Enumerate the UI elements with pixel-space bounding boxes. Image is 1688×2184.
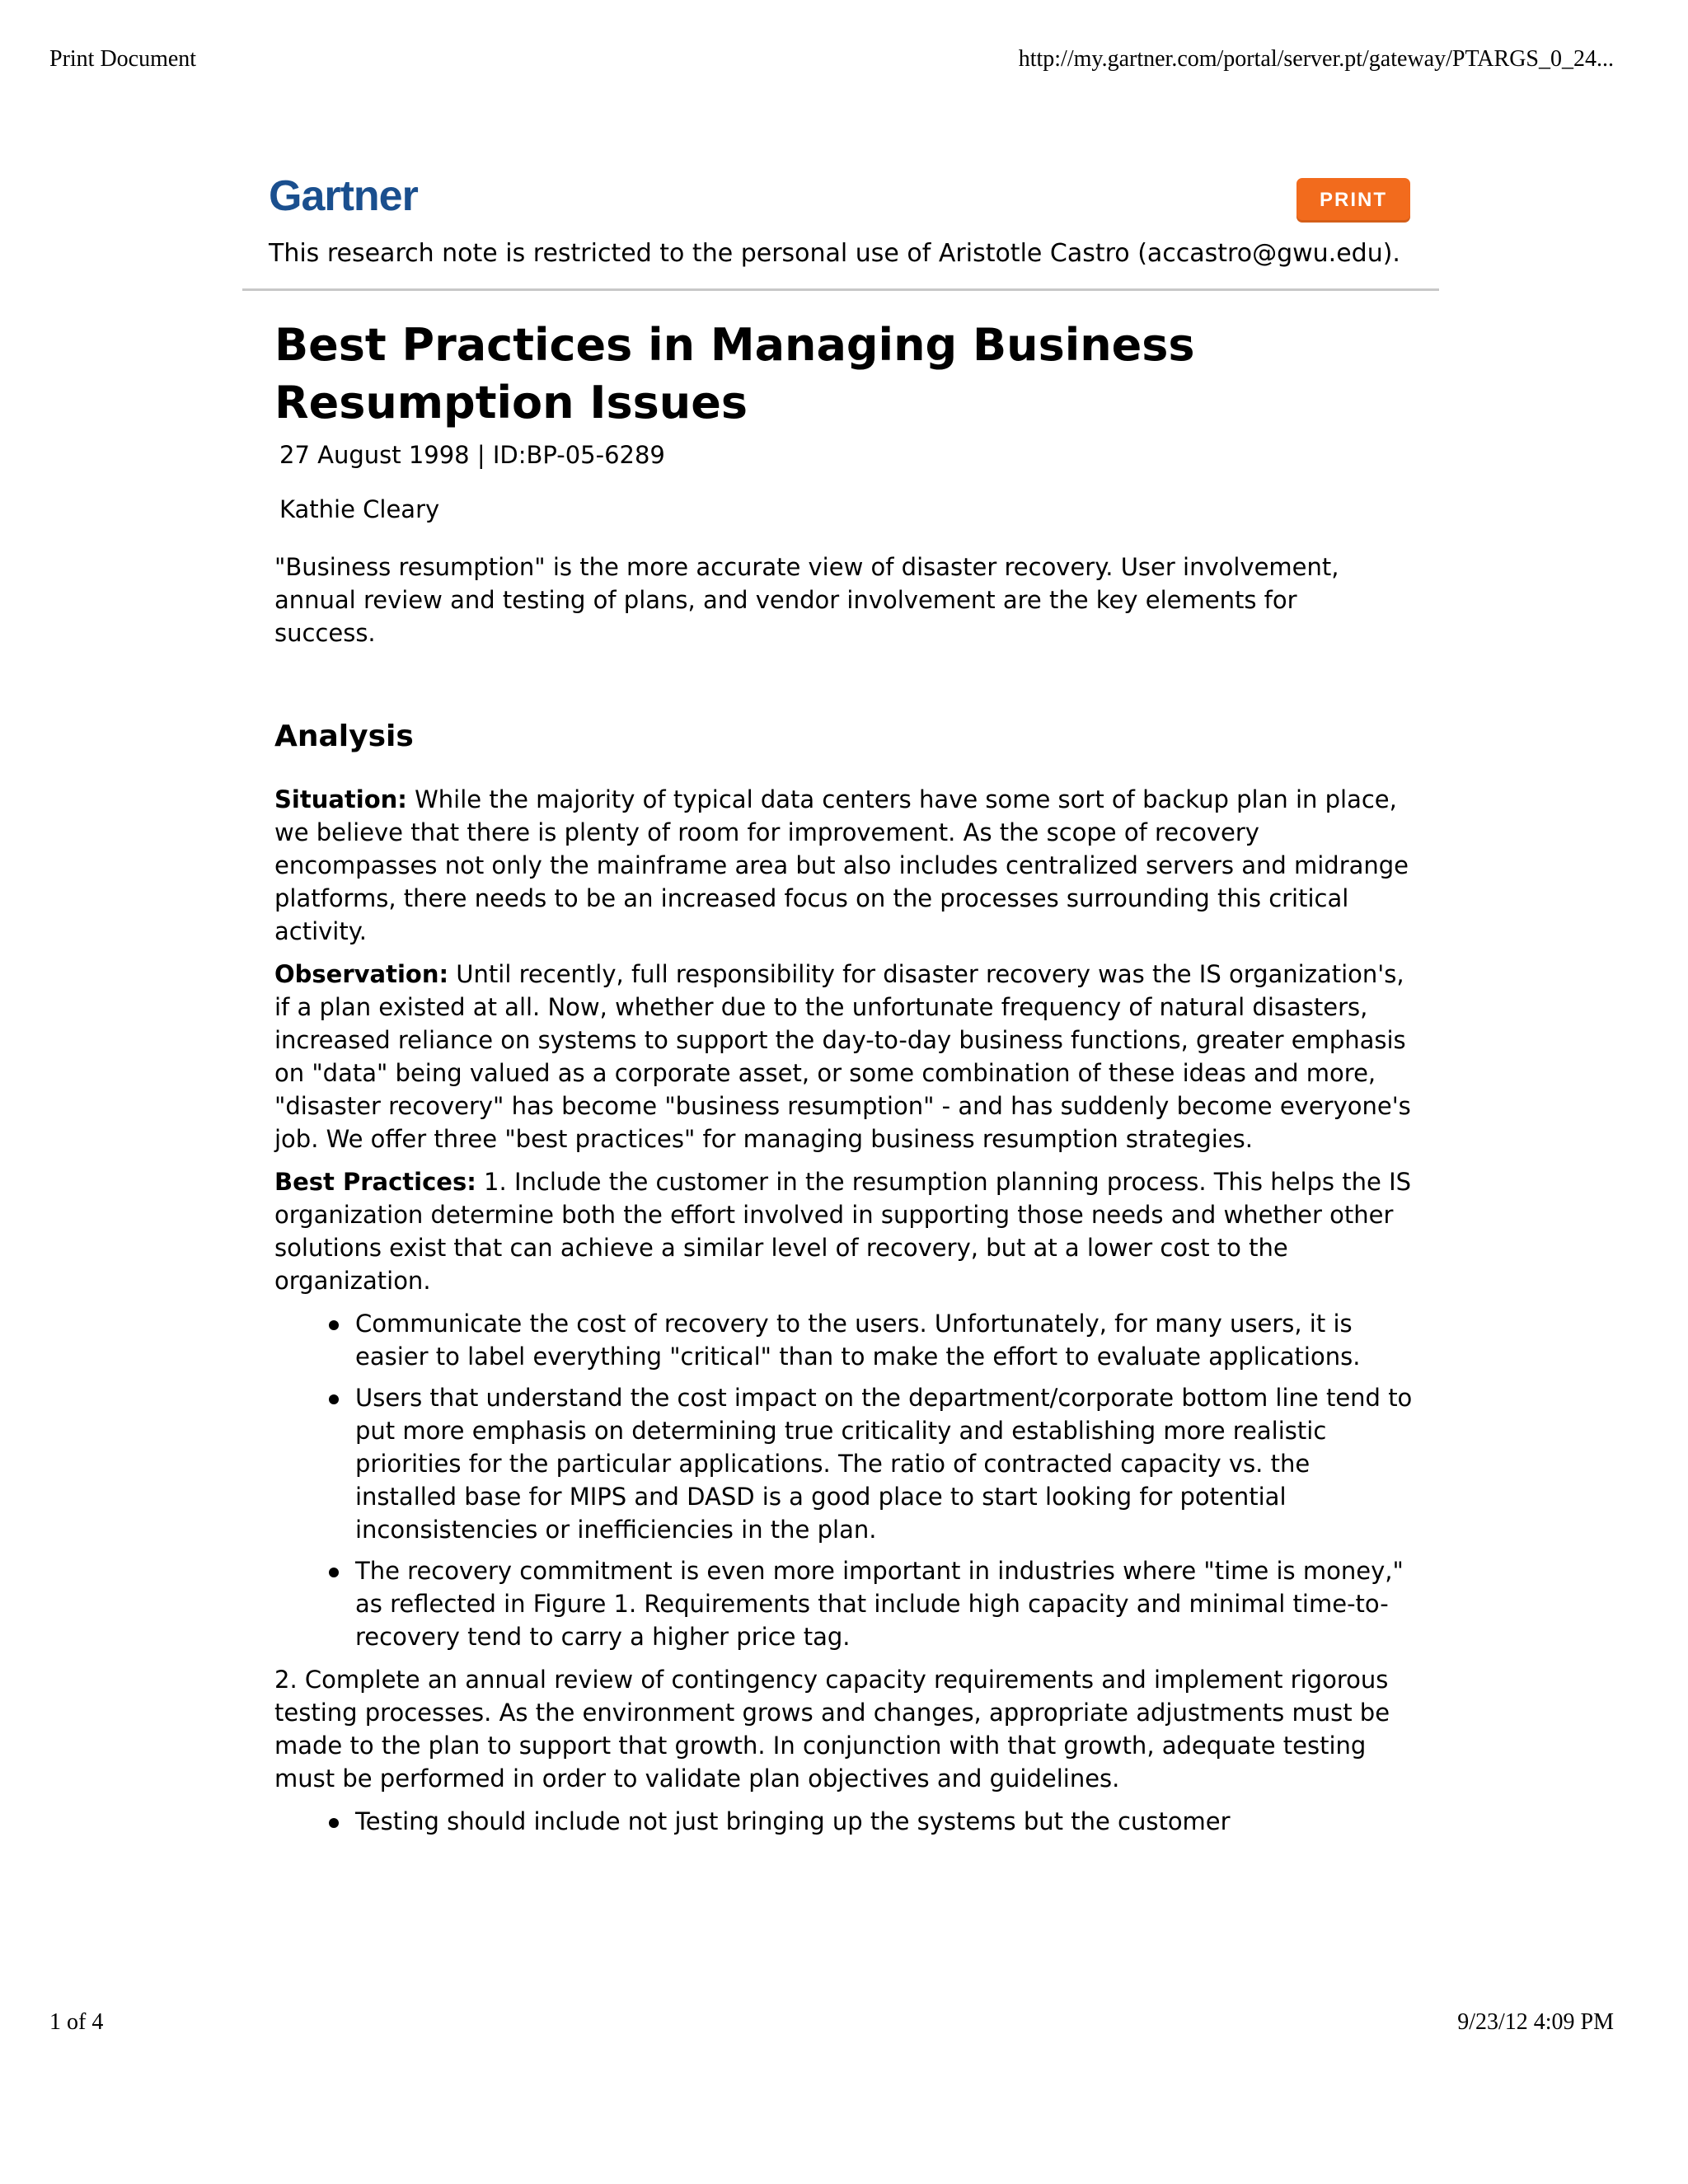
observation-text: Until recently, full responsibility for disaster recovery was the IS organization's, if a plan existed at all. Now, whether due to the unfortunate frequency of natural disasters, increased reliance on systems to support the day-to-day business functions, greater emphasis on "data" being valued as a corporate asset, or some combination of these ideas and more, "disaster recovery" has become "business resumption" - and has suddenly become everyone's job. We offer three "best practices" for managing business resumption strategies. [274,960,1411,1153]
document-title [274,316,1428,432]
situation-label: Situation: [274,785,407,813]
best-practices-label: Best Practices: [274,1168,476,1196]
document-title-line1: Best Practices in Managing Business [274,319,1195,371]
situation-paragraph [274,783,1412,948]
practice-2-paragraph: 2. Complete an annual review of contingency capacity requirements and implement rigorous testing processes. As the environment grows and changes, appropriate adjustments must be made to the plan to support that growth. In conjunction with that growth, adequate testing must be performed in order to validate plan objectives and guidelines. [274,1666,1390,1793]
document-title-line2: Resumption Issues [274,377,748,429]
practice-1-bullets [274,1307,1428,1653]
gartner-logo: Gartner [269,172,418,220]
situation-text: While the majority of typical data centers have some sort of backup plan in place, we believe that there is plenty of room for improvement. As the scope of recovery encompasses not only the mainframe area but also includes centralized servers and midrange platforms, there needs to be an increased focus on the processes surrounding this critical activity. [274,785,1409,945]
analysis-heading: Analysis [274,719,414,753]
list-item: Testing should include not just bringing up the systems but the customer [355,1805,1418,1838]
print-header-title: Print Document [49,46,197,72]
page-number: 1 of 4 [49,2009,104,2035]
document-author: Kathie Cleary [279,495,440,523]
print-button[interactable]: PRINT [1296,178,1410,223]
document-meta: 27 August 1998 | ID:BP-05-6289 [279,441,665,469]
best-practices-paragraph [274,1165,1412,1297]
print-header-url: http://my.gartner.com/portal/server.pt/gateway/PTARGS_0_24... [1018,46,1614,72]
list-item: The recovery commitment is even more important in industries where "time is money," as reflected in Figure 1. Requirements that include high capacity and minimal time-to-recovery tend to carry a higher price tag. [355,1554,1418,1653]
document-content [274,316,1428,1848]
header-divider [242,288,1439,291]
observation-label: Observation: [274,960,449,988]
best-practices-text: 1. Include the customer in the resumption planning process. This helps the IS organization determine both the effort involved in supporting those needs and whether other solutions exist that can achieve a similar level of recovery, but at a lower cost to the organization. [274,1168,1412,1295]
print-timestamp: 9/23/12 4:09 PM [1457,2009,1614,2035]
list-item: Communicate the cost of recovery to the users. Unfortunately, for many users, it is easier to label everything "critical" than to make the effort to evaluate applications. [355,1307,1418,1373]
observation-paragraph [274,958,1412,1155]
restriction-note: This research note is restricted to the personal use of Aristotle Castro (accastro@gwu.edu). [269,239,1400,268]
document-summary: "Business resumption" is the more accurate view of disaster recovery. User involvement, annual review and testing of plans, and vendor involvement are the key elements for success. [274,553,1339,647]
practice-2-bullets [274,1805,1428,1838]
list-item: Users that understand the cost impact on the department/corporate bottom line tend to put more emphasis on determining true criticality and establishing more realistic priorities for the particular applications. The ratio of contracted capacity vs. the installed base for MIPS and DASD is a good place to start looking for potential inconsistencies or inefficiencies in the plan. [355,1381,1418,1546]
